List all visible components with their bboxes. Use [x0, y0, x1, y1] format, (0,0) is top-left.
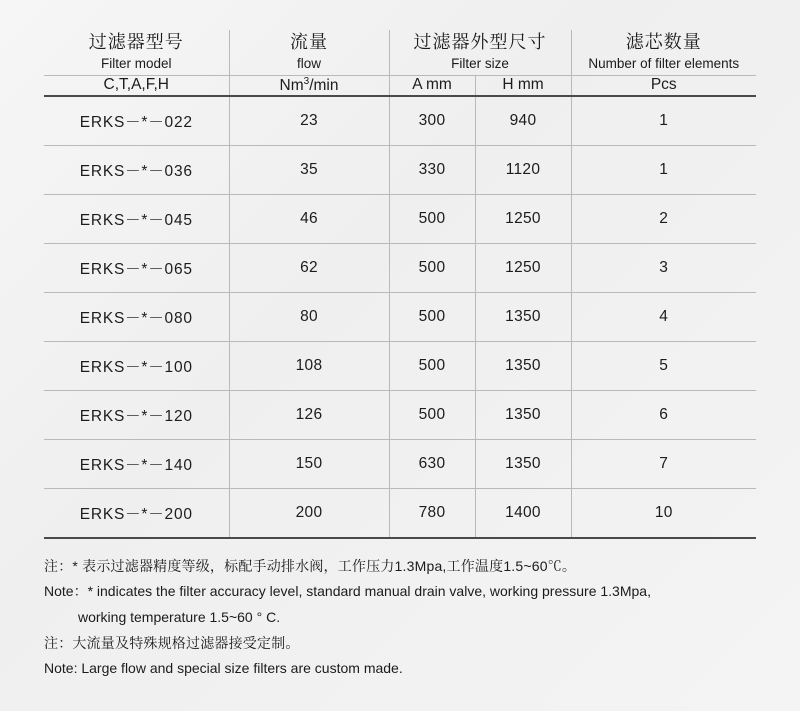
table-row: [44, 341, 756, 390]
footnotes: [44, 555, 756, 680]
cell-model: ERKS－*－065: [44, 243, 229, 292]
table-header-sub: [44, 75, 756, 96]
flow-unit-rest: /min: [309, 76, 339, 94]
cell-size-a: 500: [389, 341, 475, 390]
cell-model: ERKS－*－100: [44, 341, 229, 390]
footnote-line-2: Note：* indicates the filter accuracy level, standard manual drain valve, working pressure 1.3Mpa,: [44, 583, 651, 600]
footnote-line-3: working temperature 1.5~60 ° C.: [78, 609, 281, 626]
header-filter-model: [44, 30, 229, 75]
cell-pcs: 2: [571, 194, 756, 243]
table-row: [44, 390, 756, 439]
cell-size-a: 330: [389, 145, 475, 194]
header-filter-size: [389, 30, 571, 75]
cell-size-a: 630: [389, 439, 475, 488]
header-element-count-en: Number of filter elements: [588, 56, 740, 72]
cell-size-a: 500: [389, 390, 475, 439]
cell-pcs: 7: [571, 439, 756, 488]
cell-flow: 108: [229, 341, 389, 390]
filter-spec-table: [44, 30, 756, 539]
cell-size-a: 500: [389, 292, 475, 341]
subheader-model-series: C,T,A,F,H: [44, 75, 229, 96]
cell-size-a: 500: [389, 194, 475, 243]
footnote-line-4: 注：大流量及特殊规格过滤器接受定制。: [44, 634, 300, 651]
table-row: [44, 292, 756, 341]
footnote-line-1: 注：* 表示过滤器精度等级，标配手动排水阀，工作压力1.3Mpa,工作温度1.5~60℃。: [44, 557, 577, 574]
cell-pcs: 6: [571, 390, 756, 439]
footnote-line-5: Note: Large flow and special size filters are custom made.: [44, 660, 403, 677]
cell-flow: 23: [229, 96, 389, 146]
header-filter-size-cn: 过滤器外型尺寸: [413, 32, 547, 52]
subheader-flow-unit: [229, 75, 389, 96]
header-element-count: [571, 30, 756, 75]
header-flow: [229, 30, 389, 75]
header-filter-size-en: Filter size: [451, 56, 509, 72]
subheader-pcs: Pcs: [571, 75, 756, 96]
header-flow-en: flow: [296, 56, 321, 72]
cell-model: ERKS－*－080: [44, 292, 229, 341]
flow-unit-base: Nm: [279, 76, 304, 94]
table-row: [44, 145, 756, 194]
cell-flow: 150: [229, 439, 389, 488]
cell-size-h: 1350: [475, 292, 571, 341]
cell-model: ERKS－*－200: [44, 488, 229, 538]
cell-size-h: 1350: [475, 439, 571, 488]
cell-pcs: 1: [571, 145, 756, 194]
cell-flow: 80: [229, 292, 389, 341]
cell-size-a: 780: [389, 488, 475, 538]
cell-size-h: 1250: [475, 194, 571, 243]
cell-size-h: 1120: [475, 145, 571, 194]
cell-model: ERKS－*－022: [44, 96, 229, 146]
cell-model: ERKS－*－036: [44, 145, 229, 194]
header-filter-model-en: Filter model: [100, 56, 172, 72]
cell-model: ERKS－*－120: [44, 390, 229, 439]
cell-size-a: 500: [389, 243, 475, 292]
cell-size-h: 940: [475, 96, 571, 146]
cell-size-h: 1250: [475, 243, 571, 292]
cell-size-h: 1350: [475, 341, 571, 390]
table-row: [44, 96, 756, 146]
cell-size-h: 1350: [475, 390, 571, 439]
subheader-size-h: H mm: [475, 75, 571, 96]
cell-flow: 200: [229, 488, 389, 538]
header-flow-cn: 流量: [290, 32, 328, 52]
table-row: [44, 488, 756, 538]
cell-flow: 126: [229, 390, 389, 439]
subheader-size-a: A mm: [389, 75, 475, 96]
table-row: [44, 194, 756, 243]
header-filter-model-cn: 过滤器型号: [88, 32, 184, 52]
table-row: [44, 439, 756, 488]
table-header-main: [44, 30, 756, 75]
cell-model: ERKS－*－140: [44, 439, 229, 488]
cell-pcs: 4: [571, 292, 756, 341]
table-row: [44, 243, 756, 292]
cell-model: ERKS－*－045: [44, 194, 229, 243]
cell-flow: 46: [229, 194, 389, 243]
cell-pcs: 10: [571, 488, 756, 538]
cell-size-h: 1400: [475, 488, 571, 538]
cell-pcs: 1: [571, 96, 756, 146]
header-element-count-cn: 滤芯数量: [625, 32, 702, 52]
cell-flow: 62: [229, 243, 389, 292]
cell-flow: 35: [229, 145, 389, 194]
flow-unit-superscript: 3: [303, 75, 310, 87]
cell-pcs: 5: [571, 341, 756, 390]
cell-size-a: 300: [389, 96, 475, 146]
cell-pcs: 3: [571, 243, 756, 292]
